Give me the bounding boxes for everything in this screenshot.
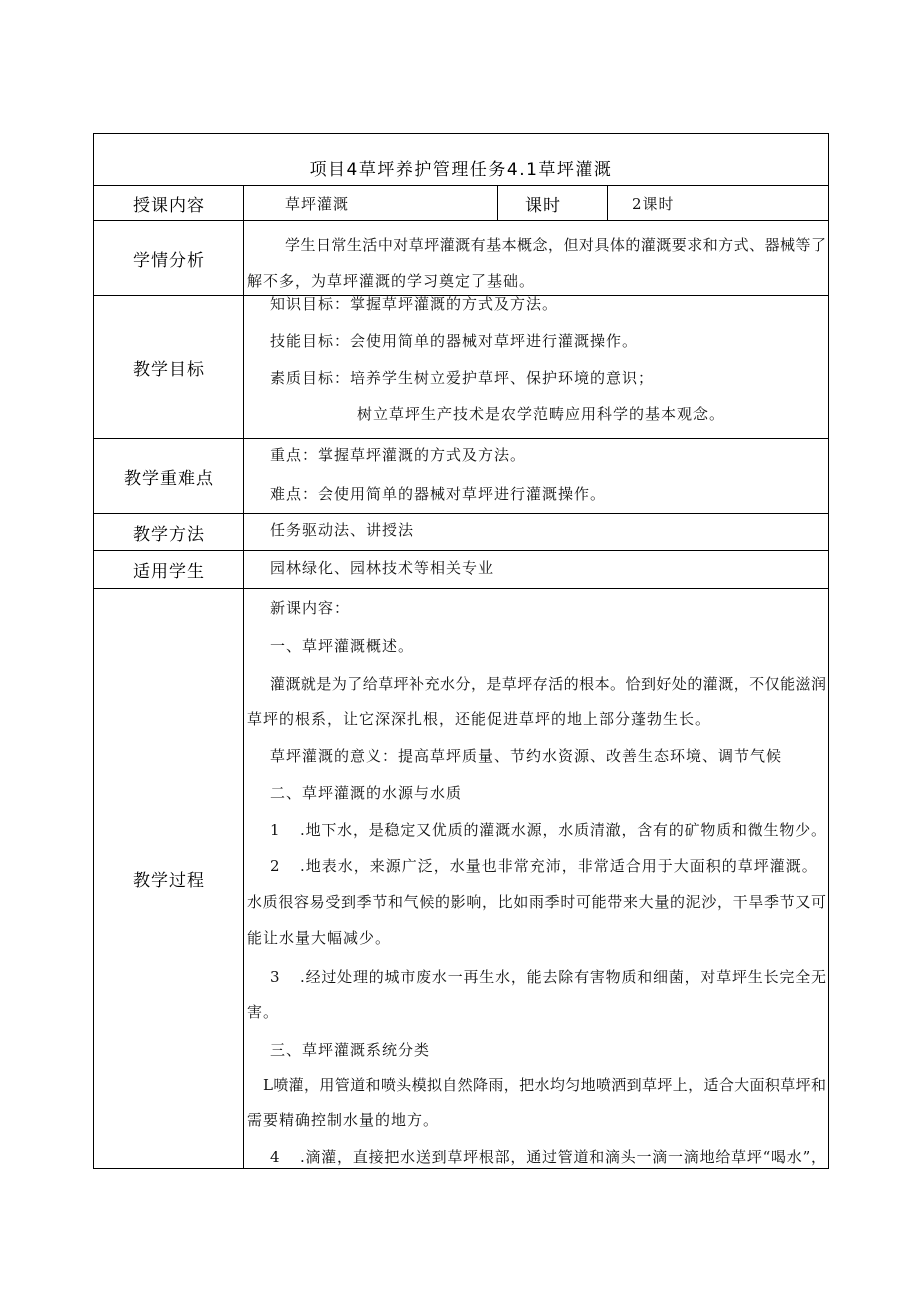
text-line: 学生日常生活中对草坪灌溉有基本概念，但对具体的灌溉要求和方式、器械等了 xyxy=(285,236,826,254)
methods-row xyxy=(94,513,828,550)
topic-label: 授课内容 xyxy=(94,186,244,220)
text-line: 知识目标：掌握草坪灌溉的方式及方法。 xyxy=(270,295,559,313)
objectives-row xyxy=(94,295,828,438)
process-row xyxy=(94,588,828,1168)
numbered-item xyxy=(270,967,826,987)
objectives-content xyxy=(244,296,828,438)
audience-label: 适用学生 xyxy=(94,551,244,588)
text-line: 需要精确控制水量的地方。 xyxy=(247,1111,440,1129)
hours-value-cell xyxy=(608,186,828,220)
topic-cell xyxy=(244,186,498,220)
item-text: .经过处理的城市废水一再生水，能去除有害物质和细菌，对草坪生长完全无 xyxy=(300,968,826,986)
item-text: .地下水，是稳定又优质的灌溉水源，水质清澈，含有的矿物质和微生物少。 xyxy=(300,821,826,839)
item-number: 2 xyxy=(270,857,281,875)
text-line: 园林绿化、园林技术等相关专业 xyxy=(270,559,495,577)
methods-content xyxy=(244,514,828,550)
topic-row xyxy=(94,185,828,220)
text-line: 害。 xyxy=(247,1003,280,1021)
key-points-row xyxy=(94,438,828,513)
item-text: .滴灌，直接把水送到草坪根部，通过管道和滴头一滴一滴地给草坪“喝水”， xyxy=(300,1148,826,1166)
numbered-item xyxy=(270,820,826,840)
hours-label: 课时 xyxy=(525,195,561,216)
text-line: 树立草坪生产技术是农学范畴应用科学的基本观念。 xyxy=(357,405,726,423)
text-line: 新课内容： xyxy=(270,599,351,617)
methods-label: 教学方法 xyxy=(94,514,244,550)
item-number: 4 xyxy=(270,1148,280,1166)
section-heading: 三、草坪灌溉系统分类 xyxy=(270,1041,431,1059)
text-line: 难点：会使用简单的器械对草坪进行灌溉操作。 xyxy=(270,485,607,503)
text-line: 技能目标：会使用简单的器械对草坪进行灌溉操作。 xyxy=(270,332,639,350)
process-label: 教学过程 xyxy=(94,589,244,1168)
learner-analysis-content xyxy=(244,221,828,295)
key-points-content xyxy=(244,439,828,513)
document-title: 项目4草坪养护管理任务4.1草坪灌溉 xyxy=(309,160,613,180)
item-text: .地表水，来源广泛，水量也非常充沛，非常适合用于大面积的草坪灌溉。 xyxy=(300,857,818,875)
learner-analysis-label: 学情分析 xyxy=(94,221,244,295)
text-line: 水质很容易受到季节和气候的影响，比如雨季时可能带来大量的泥沙，干旱季节又可 xyxy=(247,893,826,911)
key-points-label: 教学重难点 xyxy=(94,439,244,513)
process-content xyxy=(244,589,828,1168)
text-line: 重点：掌握草坪灌溉的方式及方法。 xyxy=(270,446,527,464)
title-row xyxy=(94,134,828,185)
item-number: 3 xyxy=(270,968,280,986)
objectives-label: 教学目标 xyxy=(94,296,244,438)
section-heading: 一、草坪灌溉概述。 xyxy=(270,637,415,655)
audience-content xyxy=(244,551,828,588)
text-line: 灌溉就是为了给草坪补充水分，是草坪存活的根本。恰到好处的灌溉，不仅能滋润 xyxy=(270,675,826,693)
audience-row xyxy=(94,550,828,588)
text-line: 草坪灌溉的意义：提高草坪质量、节约水资源、改善生态环境、调节气候 xyxy=(270,747,783,765)
learner-analysis-row xyxy=(94,220,828,295)
topic-value: 草坪灌溉 xyxy=(285,194,350,213)
numbered-item xyxy=(270,856,818,876)
text-line: 任务驱动法、讲授法 xyxy=(270,521,415,539)
text-line: 解不多，为草坪灌溉的学习奠定了基础。 xyxy=(247,272,536,290)
text-line: 素质目标：培养学生树立爱护草坪、保护环境的意识； xyxy=(270,369,655,387)
numbered-item xyxy=(270,1147,826,1167)
section-heading: 二、草坪灌溉的水源与水质 xyxy=(270,784,463,802)
hours-label-cell xyxy=(498,186,608,220)
text-line: L喷灌，用管道和喷头模拟自然降雨，把水均匀地喷洒到草坪上，适合大面积草坪和 xyxy=(263,1076,826,1094)
lesson-plan-table xyxy=(93,133,829,1169)
text-line: 草坪的根系，让它深深扎根，还能促进草坪的地上部分蓬勃生长。 xyxy=(247,710,712,728)
item-number: 1 xyxy=(270,821,280,839)
hours-value: 2课时 xyxy=(632,194,675,213)
text-line: 能让水量大幅减少。 xyxy=(247,929,392,947)
